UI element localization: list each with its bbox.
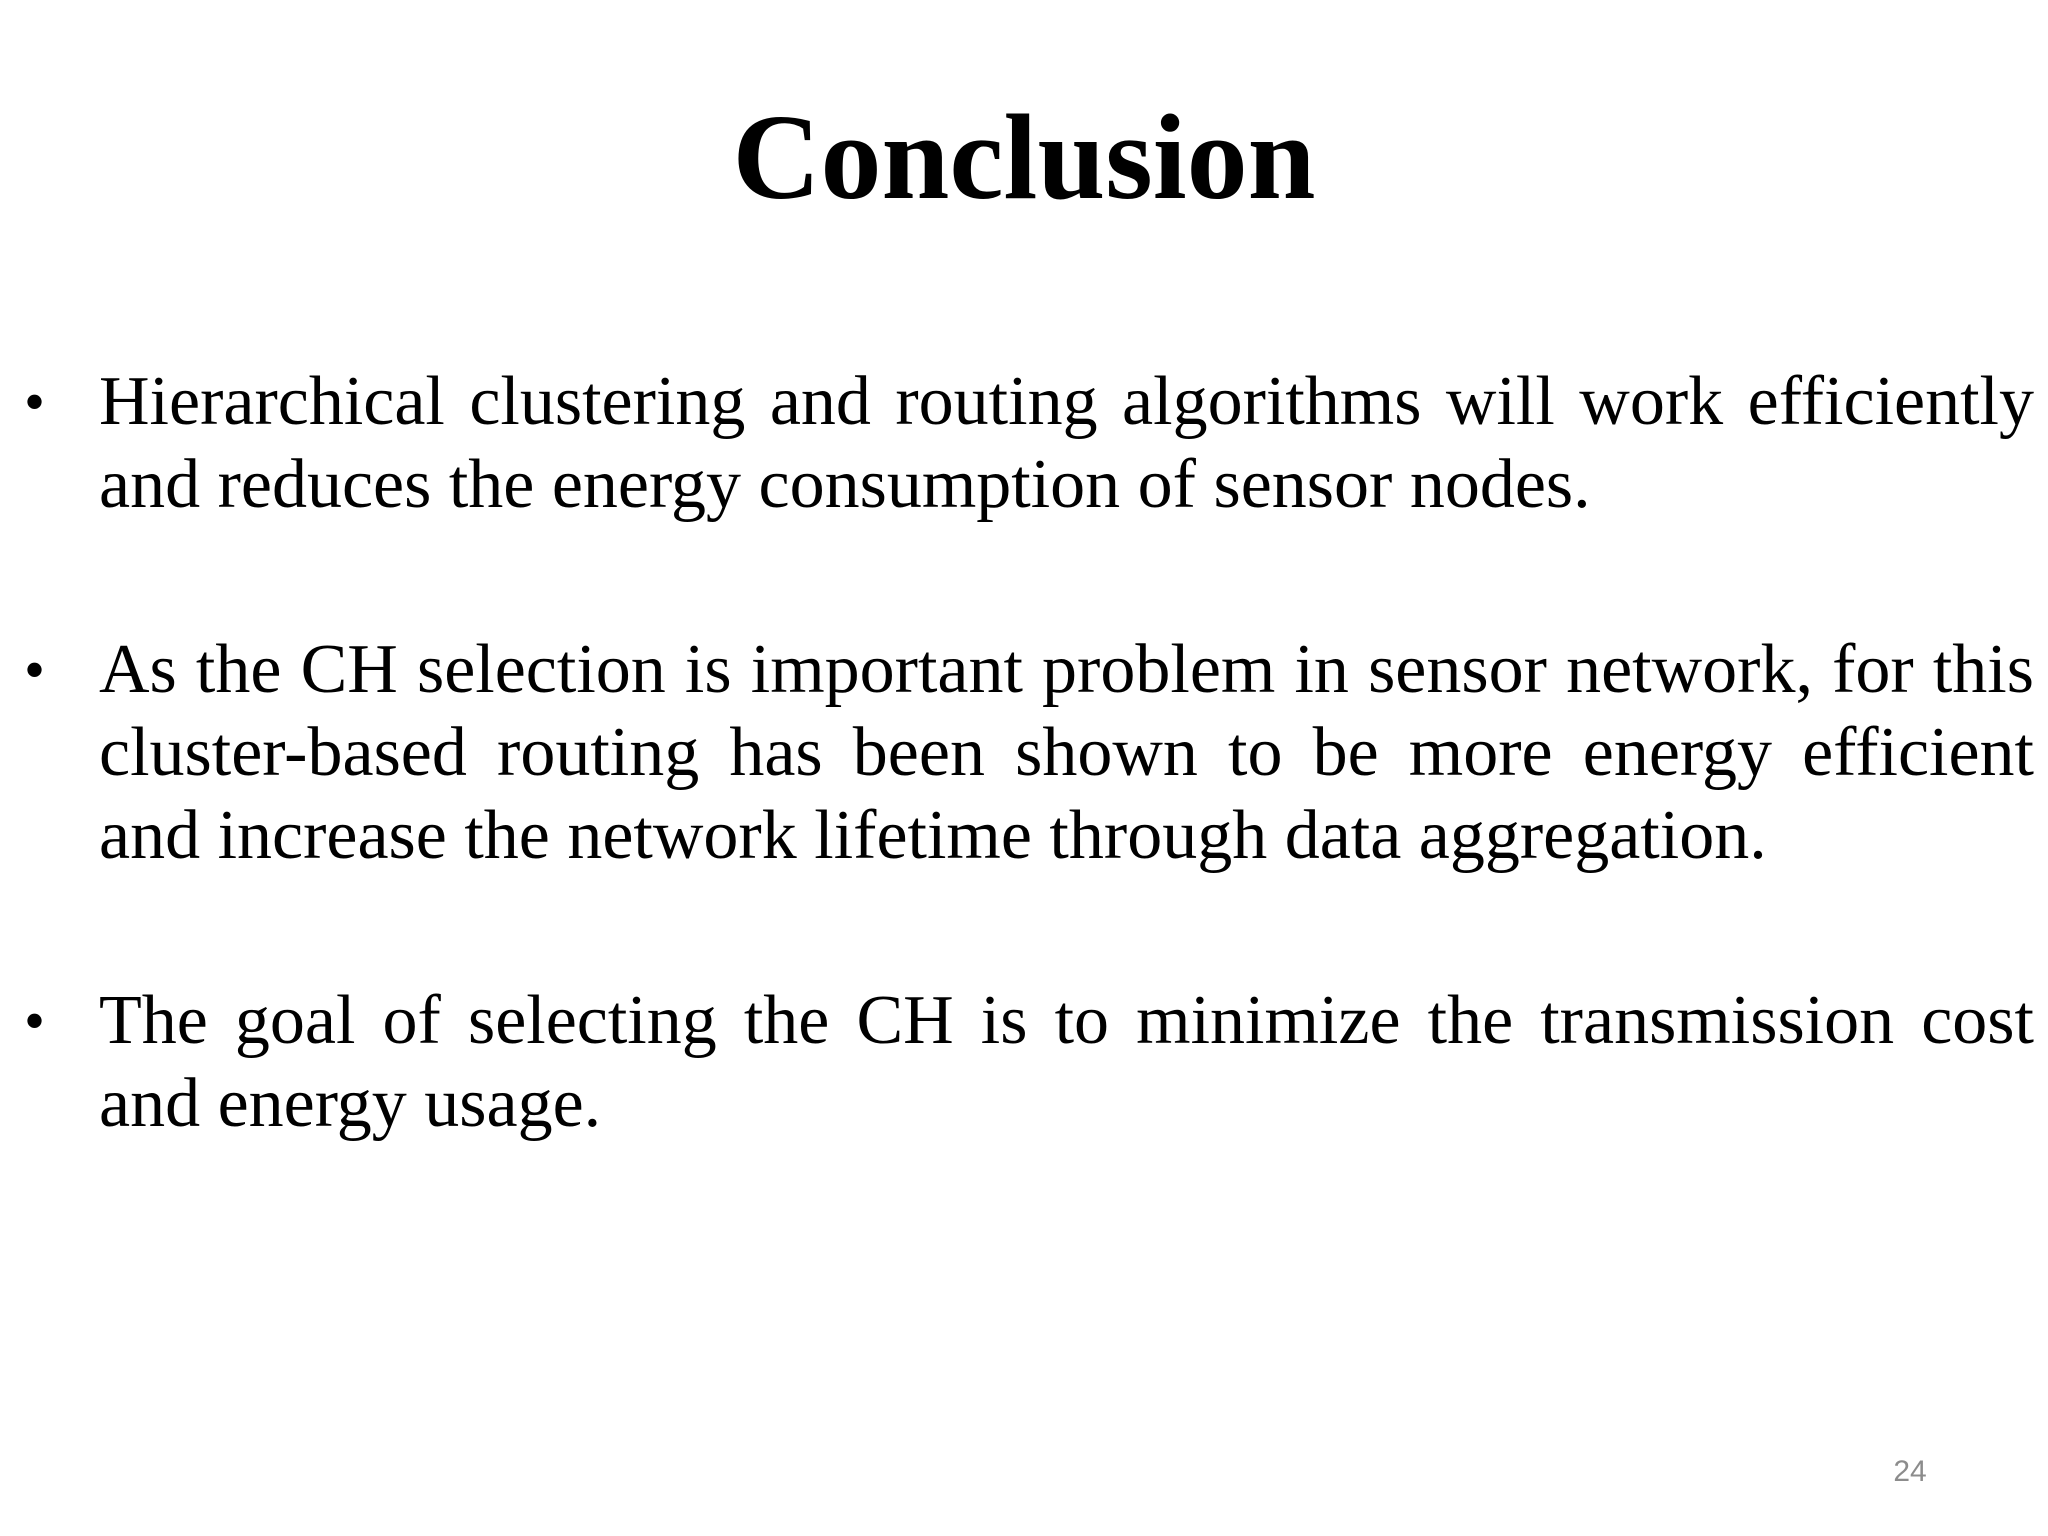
bullet-text: Hierarchical clustering and routing algorithms will work efficiently and reduces the energy consumption of sensor nodes. — [99, 363, 2034, 523]
page-number: 24 — [1893, 1455, 1927, 1488]
bullet-item — [0, 360, 2048, 526]
bullet-marker: • — [24, 369, 46, 435]
bullet-list — [0, 360, 2048, 1247]
bullet-text: As the CH selection is important problem in sensor network, for this cluster-based routing has been shown to be more energy efficient and increase the network lifetime through data aggregation. — [99, 631, 2034, 874]
bullet-text: The goal of selecting the CH is to minimize the transmission cost and energy usage. — [99, 982, 2034, 1142]
slide-title: Conclusion — [732, 90, 1316, 225]
bullet-marker: • — [24, 637, 46, 703]
bullet-item — [0, 628, 2048, 877]
bullet-marker: • — [24, 988, 46, 1054]
bullet-item — [0, 979, 2048, 1145]
